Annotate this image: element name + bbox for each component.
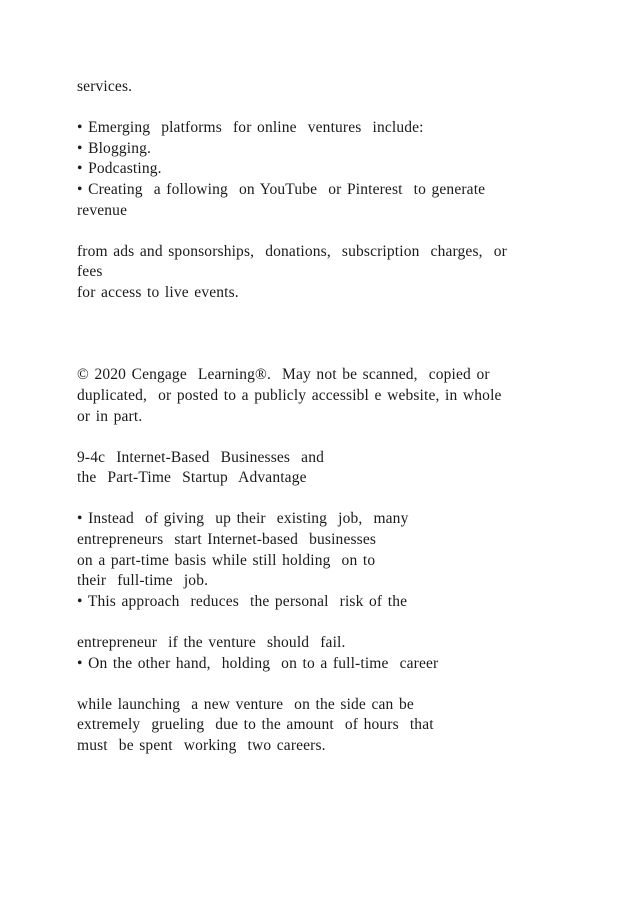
- text-line: from ads and sponsorships, donations, subscription charges, or: [77, 242, 507, 260]
- blank-line: [77, 324, 577, 345]
- text-line: duplicated, or posted to a publicly accessibl e website, in whole: [77, 386, 502, 404]
- text-line: • This approach reduces the personal risk of the: [77, 592, 408, 610]
- text-line: for access to live events.: [77, 283, 239, 301]
- text-line: their full-time job.: [77, 572, 209, 590]
- text-line: • Blogging.: [77, 139, 152, 157]
- text-line: or in part.: [77, 407, 143, 425]
- blank-line: [77, 489, 577, 510]
- text-line: • Creating a following on YouTube or Pinterest to generate: [77, 180, 486, 198]
- text-line: • Instead of giving up their existing job, many: [77, 510, 409, 528]
- document-body: [77, 77, 577, 757]
- blank-line: [77, 674, 577, 695]
- blank-line: [77, 345, 577, 366]
- blank-line: [77, 98, 577, 119]
- text-line: revenue: [77, 201, 128, 219]
- blank-line: [77, 427, 577, 448]
- text-line: entrepreneur if the venture should fail.: [77, 634, 346, 652]
- text-line: • On the other hand, holding on to a full-time career: [77, 654, 439, 672]
- text-line: • Podcasting.: [77, 160, 162, 178]
- blank-line: [77, 612, 577, 633]
- text-line: while launching a new venture on the side can be: [77, 695, 414, 713]
- text-line: 9-4c Internet-Based Businesses and: [77, 448, 324, 466]
- text-line: • Emerging platforms for online ventures include:: [77, 119, 424, 137]
- text-line: services.: [77, 78, 133, 95]
- text-line: fees: [77, 263, 103, 281]
- text-line: on a part-time basis while still holding on to: [77, 551, 376, 569]
- text-line: the Part-Time Startup Advantage: [77, 469, 307, 487]
- text-line: entrepreneurs start Internet-based businesses: [77, 531, 377, 549]
- blank-line: [77, 221, 577, 242]
- blank-line: [77, 304, 577, 325]
- text-line: must be spent working two careers.: [77, 737, 326, 754]
- text-line: © 2020 Cengage Learning®. May not be scanned, copied or: [77, 366, 490, 384]
- text-line: extremely grueling due to the amount of hours that: [77, 716, 434, 734]
